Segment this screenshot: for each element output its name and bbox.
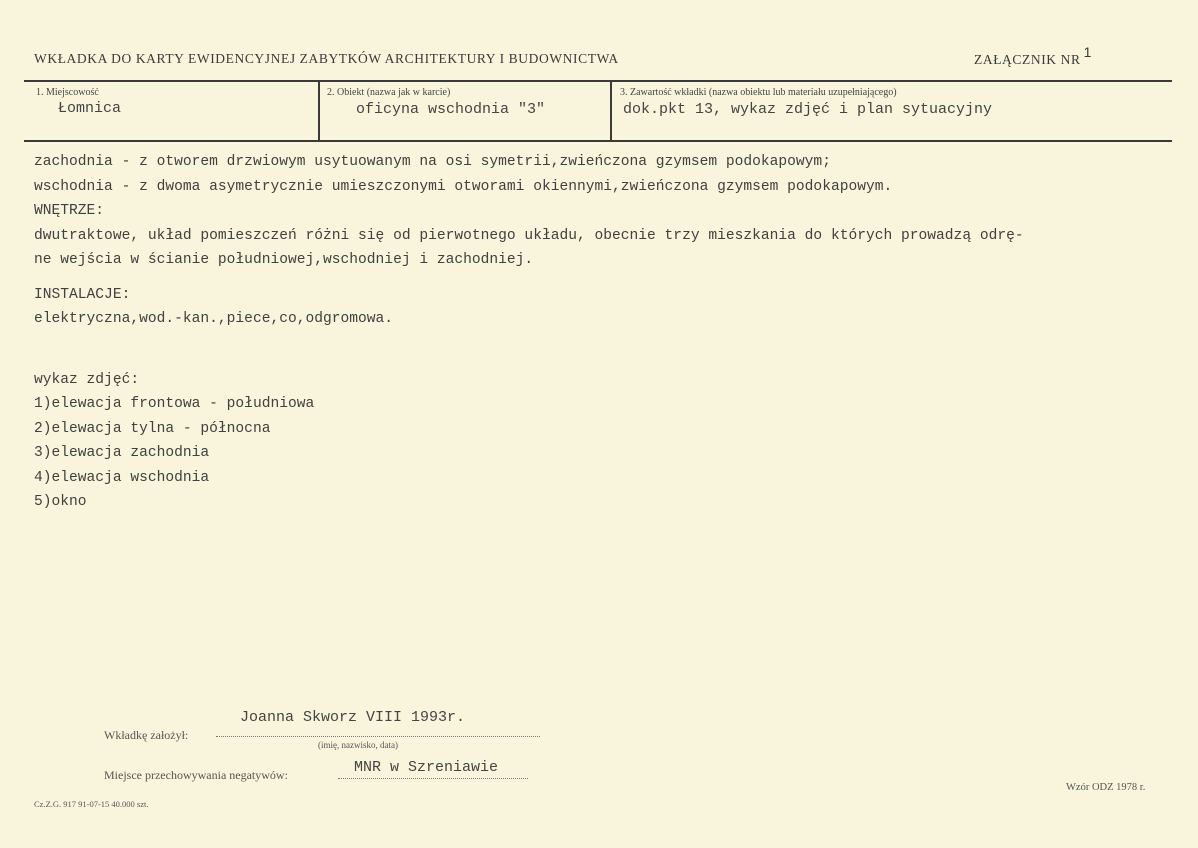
attachment-number-value: 1 <box>1083 44 1092 60</box>
interior-heading: WNĘTRZE: <box>34 203 105 219</box>
description-line: wschodnia - z dwoma asymetrycznie umieszczonymi otworami okiennymi,zwieńczona gzymsem podokapowym. <box>34 178 893 195</box>
attachment-label: ZAŁĄCZNIK NR <box>974 52 1081 67</box>
created-by-label: Wkładkę założył: <box>104 728 189 742</box>
negatives-label: Miejsce przechowywania negatywów: <box>104 768 288 782</box>
field-value-object: oficyna wschodnia "3" <box>356 101 546 118</box>
print-info: Cz.Z.G. 917 91-07-15 40.000 szt. <box>34 799 149 809</box>
description-line: zachodnia - z otworem drzwiowym usytuowanym na osi symetrii,zwieńczona gzymsem podokapowym; <box>34 154 831 170</box>
photo-list-item: 3)elewacja zachodnia <box>34 445 210 461</box>
field-value-location: Łomnica <box>58 100 122 117</box>
field-value-content: dok.pkt 13, wykaz zdjęć i plan sytuacyjny <box>623 101 993 118</box>
photo-list-item: 4)elewacja wschodnia <box>34 469 210 486</box>
description-text <box>34 150 1184 515</box>
photos-heading: wykaz zdjęć: <box>34 371 140 388</box>
created-by-hint: (imię, nazwisko, data) <box>318 740 398 750</box>
field-divider-2 <box>610 81 612 140</box>
installations-line: elektryczna,wod.-kan.,piece,co,odgromowa. <box>34 311 394 327</box>
negatives-value: MNR w Szreniawie <box>354 759 499 776</box>
photo-list-item: 2)elewacja tylna - północna <box>34 420 271 437</box>
field-label-content: 3. Zawartość wkładki (nazwa obiektu lub materiału uzupełniającego) <box>620 87 897 98</box>
field-label-location: 1. Miejscowość <box>36 87 99 98</box>
field-divider-1 <box>318 81 320 140</box>
field-label-object: 2. Obiekt (nazwa jak w karcie) <box>327 87 451 98</box>
created-by-value: Joanna Skworz VIII 1993r. <box>240 709 466 726</box>
photo-list-item: 5)okno <box>34 494 87 510</box>
created-by-line <box>216 736 540 737</box>
attachment-number <box>974 44 1092 68</box>
fields-bottom-rule <box>24 140 1172 142</box>
top-rule <box>24 80 1172 82</box>
installations-heading: INSTALACJE: <box>34 286 131 303</box>
card-title: WKŁADKA DO KARTY EWIDENCYJNEJ ZABYTKÓW ARCHITEKTURY I BUDOWNICTWA <box>34 51 619 66</box>
form-template-label: Wzór ODZ 1978 r. <box>1066 782 1146 793</box>
description-line: dwutraktowe, układ pomieszczeń różni się od pierwotnego układu, obecnie trzy mieszkania do których prowadzą odrę- <box>34 227 1024 244</box>
photo-list-item: 1)elewacja frontowa - południowa <box>34 396 315 412</box>
description-line: ne wejścia w ścianie południowej,wschodniej i zachodniej. <box>34 252 534 268</box>
negatives-line <box>338 778 528 779</box>
